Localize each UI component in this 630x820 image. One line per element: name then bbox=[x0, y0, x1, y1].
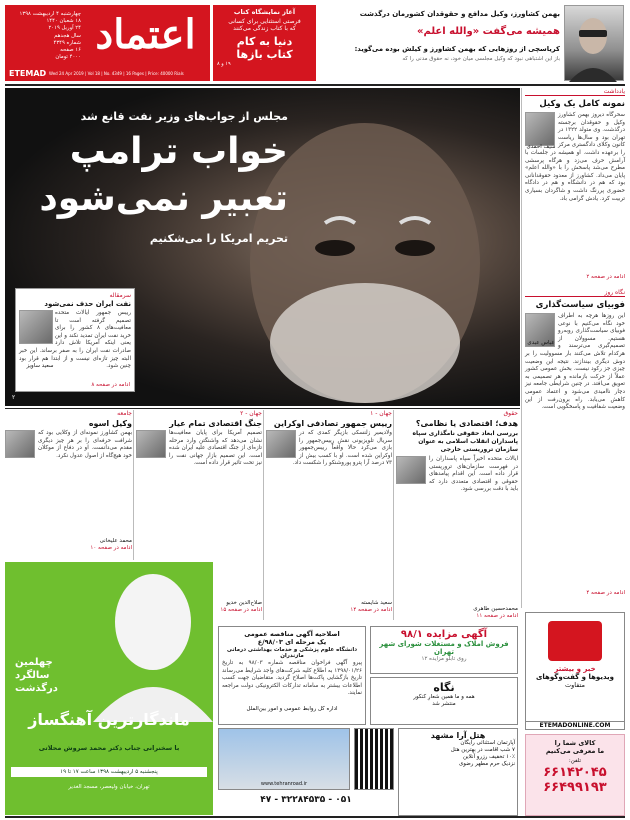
ad-road-url[interactable]: www.tehranroad.ir bbox=[260, 781, 308, 787]
column-law[interactable] bbox=[396, 410, 518, 620]
ad-right[interactable] bbox=[525, 612, 625, 730]
ad-book-logo: نگاه bbox=[433, 681, 455, 694]
ad-auction-note: روی تابلو مزایده ۱۲ bbox=[421, 656, 467, 662]
column-world2-more[interactable]: ادامه در صفحه ۱۵ bbox=[220, 607, 262, 613]
ad-green-place: تهران، خیابان ولیعصر، مسجد الغدیر bbox=[68, 784, 150, 790]
price-line: ۴۰۰۰ تومان bbox=[55, 54, 81, 61]
ad-hotel-line3: ۱۰٪ تخفیف رزرو آنلاین bbox=[462, 754, 515, 760]
top-divider bbox=[5, 84, 625, 86]
kesavarz-photo bbox=[564, 5, 624, 81]
column-law-title: هدف؛ اقتصادی یا نظامی؟ bbox=[415, 419, 518, 428]
column-world2-text: تصمیم آمریکا برای پایان معافیت‌ها نشان می‌دهد که واشنگتن وارد مرحله تازه‌ای از جنگ اقتصادی علیه ایران شده است. این تصمیم بازار جهانی نفت را نیز تحت تاثیر قرار داده است. bbox=[169, 430, 262, 467]
column-world1-more[interactable]: ادامه در صفحه ۱۴ bbox=[350, 607, 392, 613]
bottom-rule bbox=[5, 816, 625, 818]
main-subhead: تحریم امریکا را می‌شکنیم bbox=[149, 232, 288, 245]
column-world1-tag: جهان - ۱ bbox=[370, 410, 392, 417]
main-headline-2[interactable]: تعبیر نمی‌شود bbox=[39, 178, 288, 219]
ad-tender-org: دانشگاه علوم پزشکی و خدمات بهداشتی درمانی مازندران bbox=[226, 647, 358, 659]
logo-latin: ETEMAD bbox=[9, 69, 47, 78]
column-society[interactable] bbox=[5, 410, 132, 560]
column-law-tag: حقوق bbox=[503, 410, 518, 417]
ad-qr[interactable] bbox=[354, 728, 394, 790]
column-world1[interactable] bbox=[266, 410, 392, 620]
ad-green-name: با سخنرانی جناب دکتر محمد سروش محلاتی bbox=[38, 744, 180, 752]
column-law-subtitle: بررسی ابعاد حقوقی نامگذاری سپاه پاسداران انقلاب اسلامی به عنوان سازمان تروریستی خارجی bbox=[412, 430, 518, 453]
ad-green-line1: چهلمین bbox=[15, 657, 53, 668]
column-world1-title: رییس جمهور تصادفی اوکراین bbox=[273, 419, 392, 428]
right-col-author-photo bbox=[525, 112, 555, 146]
top-story-sub: باز این اشتباهی نبود که وکیل مجلسی میان خود، نه حقوق مدنی را که bbox=[402, 56, 560, 62]
ad-hotel-line4: نزدیک حرم مطهر رضوی bbox=[458, 761, 515, 767]
editorial-inset[interactable] bbox=[15, 288, 135, 392]
ad-pink[interactable] bbox=[525, 734, 625, 816]
ad-right-url[interactable]: ETEMADONLINE.COM bbox=[526, 721, 624, 729]
right-column-author2: عباس عبدی bbox=[527, 340, 555, 346]
pages-line: ۱۶ صفحه bbox=[60, 47, 81, 54]
right-col-text: سحرگاه دیروز بهمن کشاورز وکیل و حقوقدان برجسته درگذشت. وی متولد ۱۳۲۲ در تهران بود و سال‌ها ریاست کانون وکلای دادگستری مرکز را برعهده داشت. او همیشه در جلسات با آرامش حرف می‌زد و هرگاه پرسشی مطرح می‌شد پاسخش را با «والله اعلم» پایان می‌داد. کشاورز از معدود حقوقدانانی بود که هم در دانشگاه و هم در دادگاه حضوری پررنگ داشت و شاگردان بسیاری تربیت کرد. یادش گرامی باد. bbox=[525, 112, 625, 202]
book-fair-title: آغاز نمایشگاه کتاب bbox=[233, 8, 296, 16]
ad-auction[interactable] bbox=[370, 626, 518, 674]
column-society-title: وکیل اسوه bbox=[88, 419, 132, 428]
date-fa: چهارشنبه ۴ اردیبهشت ۱۳۹۸ bbox=[19, 11, 81, 17]
logo[interactable]: اعتماد bbox=[95, 11, 196, 58]
right-col2-label: نگاه روز bbox=[525, 289, 625, 297]
top-story-quote: همیشه می‌گفت «والله اعلم» bbox=[417, 26, 560, 37]
column-society-author: محمد علیخانی bbox=[99, 538, 132, 544]
ad-pink-line1: کالای شما را bbox=[554, 739, 596, 747]
ad-green-detail: پنجشنبه ۵ اردیبهشت ۱۳۹۸ ساعت ۱۷ تا ۱۹ bbox=[11, 767, 207, 777]
right-col2-text: این روزها هرچه به اطراف خود نگاه می‌کنیم با نوعی فوبیای سیاست‌گذاری روبه‌رو هستیم. مسوولان از تصمیم‌گیری می‌ترسند و هرکدام تلاش می‌کنند بار مسوولیت را بر دوش دیگری بیندازند. نتیجه این وضعیت چیزی جز رکود نیست. بخش عمومی کشور عملاً از حرکت بازمانده و هر تصمیمی به تعویق می‌افتد. در چنین شرایطی جامعه نیز دچار ناامیدی می‌شود و اعتماد عمومی کاهش می‌یابد. راه برون‌رفت از این وضعیت شفافیت و پاسخگویی است. bbox=[525, 313, 625, 411]
book-fair-box[interactable] bbox=[213, 5, 316, 81]
right-col2-more[interactable]: ادامه در صفحه ۴ bbox=[586, 590, 625, 596]
ad-pink-phone1[interactable]: ۶۶۱۴۲۰۴۵ bbox=[543, 765, 607, 780]
year-line: سال هجدهم bbox=[54, 32, 81, 39]
ad-hotel-phone[interactable]: ۰۵۱ - ۳۲۲۸۴۵۳۵ - ۴۷ bbox=[260, 795, 352, 805]
ad-auction-subtitle: فروش املاک و مستغلات شورای شهر تهران bbox=[379, 640, 509, 656]
page-number: ۲ bbox=[12, 394, 16, 401]
right-col-label: یادداشت bbox=[525, 88, 625, 96]
column-society-text: بهمن کشاورز نمونه‌ای از وکلایی بود که شرافت حرفه‌ای را بر هر چیز دیگری مقدم می‌دانست. او در دفاع از موکلان خود هیچ‌گاه از اصول عدول نکرد. bbox=[38, 430, 132, 459]
column-world2-title: جنگ اقتصادی تمام عیار bbox=[169, 419, 262, 428]
column-world1-author: سعید شایسته bbox=[361, 600, 392, 606]
editorial-more[interactable]: ادامه در صفحه ۸ bbox=[91, 382, 130, 388]
ad-hotel-title: هتل آرا مشهد bbox=[430, 731, 486, 740]
editorial-author: سعید ساویز bbox=[26, 363, 54, 369]
date-greg: ۲۴ آوریل ۲۰۱۹ bbox=[48, 25, 81, 32]
column-law-author-photo bbox=[396, 456, 426, 484]
book-fair-line1: فرصتی استثنایی برای کسانی bbox=[228, 18, 301, 25]
ad-tender-subtitle: یک مرحله ای ۹۸/۰۳/ع bbox=[257, 638, 327, 646]
right-col2-title[interactable]: فوبیای سیاست‌گذاری bbox=[535, 300, 625, 310]
masthead bbox=[5, 5, 210, 81]
column-law-author: محمدحسین طاهری bbox=[473, 606, 518, 612]
ad-green-big: ماندگارترین آهنگساز bbox=[28, 710, 190, 729]
ad-right-line2: ویدیوها و گفت‌وگوهای bbox=[536, 673, 614, 681]
portrait-silhouette-icon bbox=[563, 6, 623, 82]
date-hijri: ۱۸ شعبان ۱۴۴۰ bbox=[46, 18, 81, 25]
top-story-lead: کریاسچی از روزهایی که بهمن کشاورز و کیلش بوده می‌گوید: bbox=[354, 45, 560, 53]
ad-right-logo-icon bbox=[548, 621, 602, 661]
book-fair-headline2: کتاب بازها bbox=[236, 48, 293, 61]
ad-pink-phone-label: تلفن: bbox=[568, 758, 582, 764]
column-law-more[interactable]: ادامه در صفحه ۱۱ bbox=[476, 613, 518, 619]
ad-tender[interactable] bbox=[218, 626, 366, 725]
ad-green-line2: سالگرد bbox=[15, 670, 50, 681]
ad-book-line2: منتشر شد bbox=[432, 701, 456, 707]
main-headline-1[interactable]: خواب ترامپ bbox=[69, 131, 288, 172]
right-col-author: سیف احمدی bbox=[526, 144, 556, 150]
editorial-text: رییس جمهور ایالات متحده تصمیم گرفته است تا معافیت‌های ۸ کشور را برای خرید نفت ایران تمدید نکند و این یعنی اینکه آمریکا تلاش دارد صادرات نفت ایران را به صفر برساند. این خبر البته چیز تازه‌ای نیست و از ابتدا هم قرار بود چنین شود. bbox=[19, 310, 131, 370]
column-society-more[interactable]: ادامه در صفحه ۱۰ bbox=[90, 545, 132, 551]
top-story[interactable] bbox=[320, 5, 560, 81]
right-col-title[interactable]: نمونه کامل یک وکیل bbox=[539, 99, 625, 109]
editorial-title: نفت ایران حذف نمی‌شود bbox=[44, 300, 131, 308]
ad-hotel-line2: ۷ شب اقامت در بهترین هتل bbox=[450, 747, 515, 753]
col-rule-3 bbox=[133, 410, 134, 560]
ad-tender-footer: اداره کل روابط عمومی و امور بین‌الملل bbox=[246, 706, 338, 712]
column-world1-text: ولادیمیر زلنسکی بازیگر کمدی که در سریال تلویزیونی نقش رییس‌جمهور را بازی می‌کرد حالا واقعاً رییس‌جمهور اوکراین شده است. او با کسب بیش از ۷۳ درصد آرا پترو پوروشنکو را شکست داد. bbox=[292, 430, 392, 467]
ad-right-line1: خبر و بیشتر bbox=[554, 665, 596, 673]
ad-road[interactable] bbox=[218, 728, 350, 790]
column-law-text: ایالات متحده اخیراً سپاه پاسداران را در فهرست سازمان‌های تروریستی قرار داده است. این اقدام پیامدهای حقوقی و اقتصادی متعددی دارد که باید با دقت بررسی شود. bbox=[429, 456, 518, 493]
ad-hotel-line1: آپارتمان استثنائی رایگان bbox=[460, 740, 515, 746]
editorial-tag: سرمقاله bbox=[109, 292, 131, 299]
masthead-date-block bbox=[11, 11, 81, 61]
column-society-tag: جامعه bbox=[117, 410, 132, 417]
col-rule-1 bbox=[393, 410, 394, 620]
ad-book-line1: همه و ما همین شعارِ کنکور bbox=[413, 694, 475, 700]
column-society-author-photo bbox=[5, 430, 35, 458]
book-fair-headline: دنیا به کام bbox=[236, 35, 293, 48]
ad-pink-phone2[interactable]: ۶۶۴۹۹۱۹۳ bbox=[543, 780, 607, 795]
right-col-more[interactable]: ادامه در صفحه ۲ bbox=[586, 274, 625, 280]
ad-green[interactable] bbox=[5, 562, 213, 815]
ad-tender-text: پیرو آگهی فراخوان مناقصه شماره ۹۸/۰۳ به تاریخ ۱۳۹۸/۰۱/۲۶ به اطلاع کلیه شرکت‌های واجد شرایط می‌رساند تاریخ بازگشایی پاکت‌ها اصلاح گردید. متقاضیان جهت کسب اطلاعات بیشتر به سامانه تدارکات الکترونیکی دولت مراجعه نمایند. bbox=[222, 660, 363, 697]
columns-divider bbox=[5, 408, 520, 409]
main-kicker: مجلس از جواب‌های وزیر نفت قانع شد bbox=[80, 110, 288, 123]
editorial-author-photo bbox=[19, 310, 53, 344]
portrait-icon bbox=[93, 562, 213, 722]
col-rule-2 bbox=[263, 410, 264, 620]
top-story-kicker: بهمن کشاورز، وکیل مدافع و حقوقدان کشورمان درگذشت bbox=[359, 10, 560, 18]
ad-auction-title: آگهی مزایده ۹۸/۱ bbox=[400, 629, 488, 640]
book-fair-line2: که با کتاب زندگی می‌کنند bbox=[233, 25, 296, 32]
column-world2-author-photo bbox=[136, 430, 166, 458]
ad-right-line3: متفاوت bbox=[565, 681, 585, 689]
ad-green-line3: درگذشت bbox=[15, 683, 58, 694]
issue-line: شماره ۴۳۴۹ bbox=[53, 39, 81, 46]
ad-hotel[interactable] bbox=[398, 728, 518, 816]
ad-book[interactable] bbox=[370, 677, 518, 725]
column-world1-author-photo bbox=[266, 430, 296, 458]
right-column bbox=[525, 88, 625, 608]
ad-pink-line2: ما معرفی می‌کنیم bbox=[545, 747, 605, 755]
column-world2-author: صلاح‌الدین خدیو bbox=[226, 600, 262, 606]
column-world2-tag: جهان - ۲ bbox=[240, 410, 262, 417]
book-fair-page-ref: ۱۹ و ۸ bbox=[217, 61, 231, 67]
latin-info: Wed 24 Apr 2019 | Vol 18 | No. 4349 | 16 Pages | Price: 40000 Rials bbox=[49, 71, 184, 76]
right-col-divider bbox=[521, 88, 522, 608]
ad-tender-title: اصلاحیه آگهی مناقصه عمومی bbox=[244, 630, 340, 638]
